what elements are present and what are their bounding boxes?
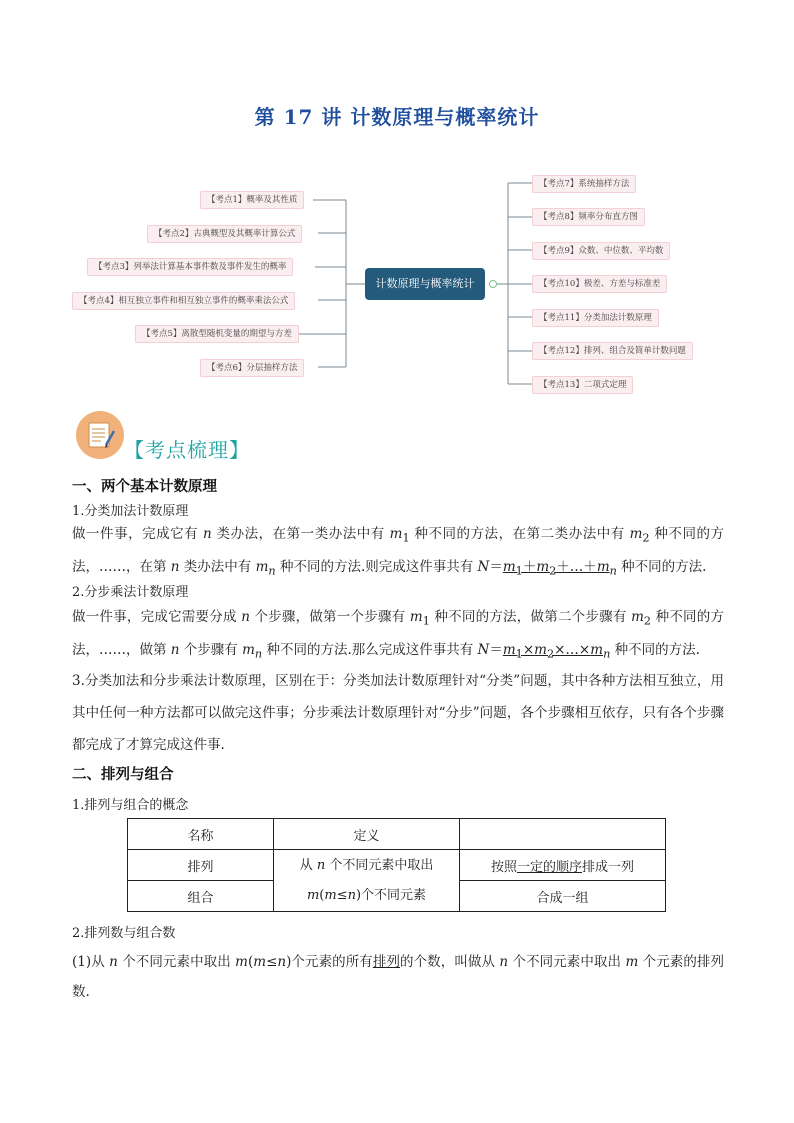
paragraph-permutation-number: (1)从 n 个不同元素中取出 m(m≤n)个元素的所有排列的个数，叫做从 n 个不同元素中取出 m 个元素的排列数. <box>72 954 724 1000</box>
section-heading-2: 二、排列与组合 <box>72 767 174 783</box>
table-cell-definition <box>274 850 460 912</box>
table-header-cell <box>460 819 666 850</box>
definition-line-1: 从 n 个不同元素中取出 <box>299 857 434 873</box>
tail-underlined: 一定的顺序 <box>516 859 582 875</box>
node-key: 【考点4】 <box>79 296 119 306</box>
paragraph-multiplication-principle: 做一件事，完成它需要分成 n 个步骤，做第一个步骤有 $m_1$ 种不同的方法，做第二个步骤有 $m_2$ 种不同的方法，……，做第 n 个步骤有 $m_n$ 种不同的方法.那么完成这件事共有 $N=m_1\times m_2\times\dots\times m_n$ 种不同的方法. <box>72 609 724 661</box>
tail-suffix: 排成一列 <box>582 859 635 875</box>
node-text: 系统抽样方法 <box>578 179 630 189</box>
node-key: 【考点13】 <box>539 380 584 390</box>
table-cell-tail <box>460 850 666 881</box>
notebook-pencil-icon <box>76 411 124 459</box>
subheading-1-1: 1.分类加法计数原理 <box>72 504 189 519</box>
node-text: 排列、组合及简单计数问题 <box>583 346 686 356</box>
mindmap-node-10 <box>532 275 667 293</box>
node-key: 【考点12】 <box>539 346 584 356</box>
mindmap-collapse-dot <box>489 280 497 288</box>
subheading-2-1: 1.排列与组合的概念 <box>72 798 189 813</box>
node-text: 分层抽样方法 <box>246 363 298 373</box>
node-key: 【考点9】 <box>539 246 579 256</box>
mindmap-center-topic: 计数原理与概率统计 <box>365 268 485 300</box>
node-text: 众数、中位数、平均数 <box>578 246 664 256</box>
mindmap-node-13 <box>532 376 633 394</box>
paragraph-difference: 3.分类加法和分步乘法计数原理，区别在于：分类加法计数原理针对“分类”问题，其中各种方法相互独立，用其中任何一种方法都可以做完这件事；分步乘法计数原理针对“分步”问题，各个步骤相互依存，只有各个步骤都完成了才算完成这件事. <box>72 673 724 753</box>
node-key: 【考点3】 <box>94 262 134 272</box>
mindmap-node-1 <box>200 191 304 209</box>
node-text: 古典概型及其概率计算公式 <box>193 229 296 239</box>
node-key: 【考点11】 <box>539 313 584 323</box>
subheading-1-2: 2.分步乘法计数原理 <box>72 585 189 600</box>
table-cell-name: 组合 <box>128 881 274 912</box>
mindmap-node-11 <box>532 309 659 327</box>
node-key: 【考点2】 <box>154 229 194 239</box>
table-row <box>128 850 666 881</box>
mindmap-node-7 <box>532 175 636 193</box>
section-heading-1: 一、两个基本计数原理 <box>72 479 217 495</box>
page-title: 第 17 讲 计数原理与概率统计 <box>254 105 540 129</box>
tail-prefix: 按照 <box>490 859 517 875</box>
node-text: 概率及其性质 <box>246 195 298 205</box>
table-header-cell: 名称 <box>128 819 274 850</box>
table-header-row <box>128 819 666 850</box>
table-header-cell: 定义 <box>274 819 460 850</box>
mindmap-node-2 <box>147 225 302 243</box>
mindmap-node-8 <box>532 208 645 226</box>
node-key: 【考点8】 <box>539 212 579 222</box>
section-header: 【考点梳理】 <box>124 438 250 462</box>
node-text: 频率分布直方图 <box>578 212 638 222</box>
mindmap-node-12 <box>532 342 693 360</box>
node-key: 【考点5】 <box>142 329 182 339</box>
permutation-combination-table <box>127 818 666 912</box>
mindmap-node-5 <box>135 325 299 343</box>
mindmap-node-3 <box>87 258 293 276</box>
table-cell-tail: 合成一组 <box>460 881 666 912</box>
node-text: 分类加法计数原理 <box>583 313 652 323</box>
node-key: 【考点6】 <box>207 363 247 373</box>
mindmap-node-4 <box>72 292 295 310</box>
node-key: 【考点10】 <box>539 279 584 289</box>
node-key: 【考点1】 <box>207 195 247 205</box>
table-cell-name: 排列 <box>128 850 274 881</box>
node-text: 极差、方差与标准差 <box>583 279 661 289</box>
node-text: 离散型随机变量的期望与方差 <box>181 329 292 339</box>
mindmap-node-6 <box>200 359 304 377</box>
definition-line-2: m(m≤n)个不同元素 <box>306 887 427 903</box>
node-key: 【考点7】 <box>539 179 579 189</box>
subheading-2-2: 2.排列数与组合数 <box>72 926 176 941</box>
paragraph-addition-principle: 做一件事，完成它有 n 类办法，在第一类办法中有 $m_1$ 种不同的方法，在第二类办法中有 $m_2$ 种不同的方法，……，在第 n 类办法中有 $m_n$ 种不同的方法.则完成这件事共有 $N=m_1+m_2+\dots+m_n$ 种不同的方法. <box>72 526 724 578</box>
node-text: 二项式定理 <box>583 380 627 390</box>
node-text: 相互独立事件和相互独立事件的概率乘法公式 <box>118 296 289 306</box>
mindmap-node-9 <box>532 242 670 260</box>
node-text: 列举法计算基本事件数及事件发生的概率 <box>133 262 287 272</box>
